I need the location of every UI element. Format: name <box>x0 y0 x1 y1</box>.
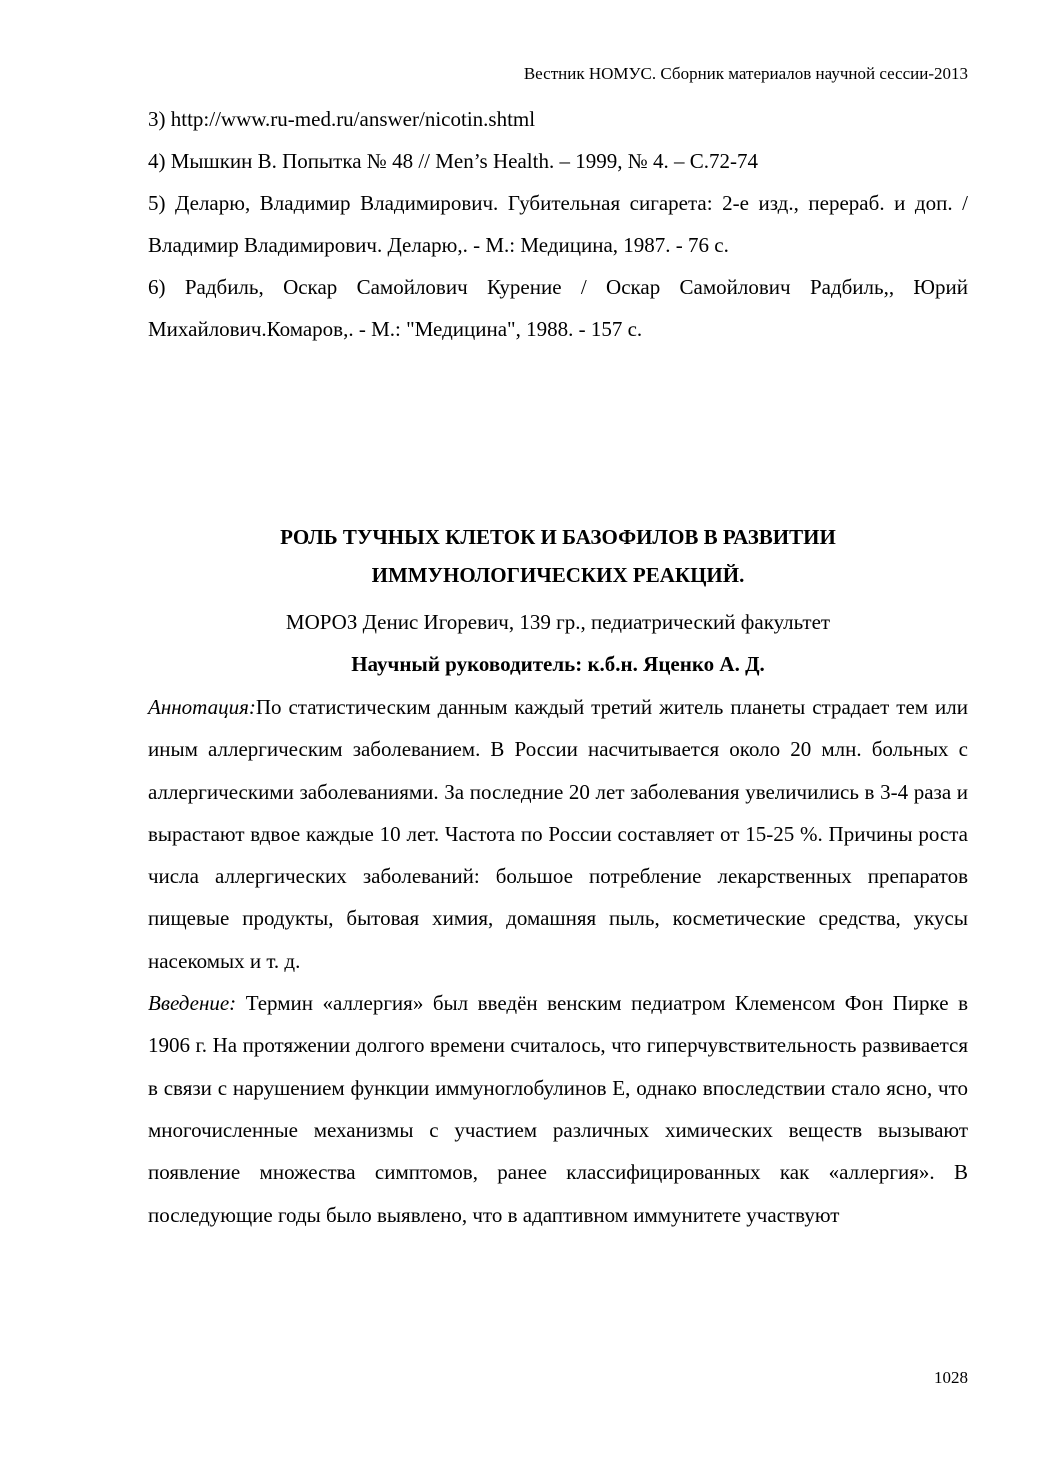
reference-item: 3) http://www.ru-med.ru/answer/nicotin.shtml <box>148 107 536 131</box>
article-supervisor: Научный руководитель: к.б.н. Яценко А. Д. <box>351 652 765 676</box>
annotation-label: Аннотация: <box>148 695 256 719</box>
annotation-text: По статистическим данным каждый третий житель планеты страдает тем или иным аллергическим заболеванием. В России насчитывается около 20 млн. больных с аллергическими заболеваниями. За последние 20 лет заболевания увеличились в 3-4 раза и вырастают вдвое каждые 10 лет. Частота по России составляет от 15-25 %. Причины роста числа аллергических заболеваний: большое потребление лекарственных препаратов пищевые продукты, бытовая химия, домашняя пыль, косметические средства, укусы насекомых и т. д. <box>148 695 968 973</box>
annotation-paragraph <box>148 686 968 982</box>
running-header: Вестник НОМУС. Сборник материалов научной сессии-2013 <box>523 64 968 83</box>
reference-item: 6) Радбиль, Оскар Самойлович Курение / Оскар Самойлович Радбиль,, Юрий Михайлович.Комаров,. - М.: "Медицина", 1988. - 157 с. <box>148 275 968 341</box>
reference-item: 5) Деларю, Владимир Владимирович. Губительная сигарета: 2-е изд., перераб. и доп. / Владимир Владимирович. Деларю,. - М.: Медицина, 1987. - 76 с. <box>148 191 968 257</box>
page-number: 1028 <box>934 1368 968 1387</box>
article-title-line: РОЛЬ ТУЧНЫХ КЛЕТОК И БАЗОФИЛОВ В РАЗВИТИИ <box>280 525 836 549</box>
article-title-line: ИММУНОЛОГИЧЕСКИХ РЕАКЦИЙ. <box>371 563 745 587</box>
article-body <box>148 686 968 1236</box>
introduction-label: Введение: <box>148 991 237 1016</box>
introduction-paragraph <box>148 982 968 1236</box>
reference-item: 4) Мышкин В. Попытка № 48 // Men’s Health. – 1999, № 4. – С.72-74 <box>148 149 758 173</box>
introduction-text: Термин «аллергия» был введён венским педиатром Клеменсом Фон Пирке в 1906 г. На протяжении долгого времени считалось, что гиперчувствительность развивается в связи с нарушением функции иммуноглобулинов E, однако впоследствии стало ясно, что многочисленные механизмы с участием различных химических веществ вызывают появление множества симптомов, ранее классифицированных как «аллергия». В последующие годы было выявлено, что в адаптивном иммунитете участвуют <box>148 991 968 1227</box>
reference-list <box>148 98 968 350</box>
article-title <box>148 518 968 594</box>
article-author: МОРОЗ Денис Игоревич, 139 гр., педиатрический факультет <box>285 610 831 634</box>
